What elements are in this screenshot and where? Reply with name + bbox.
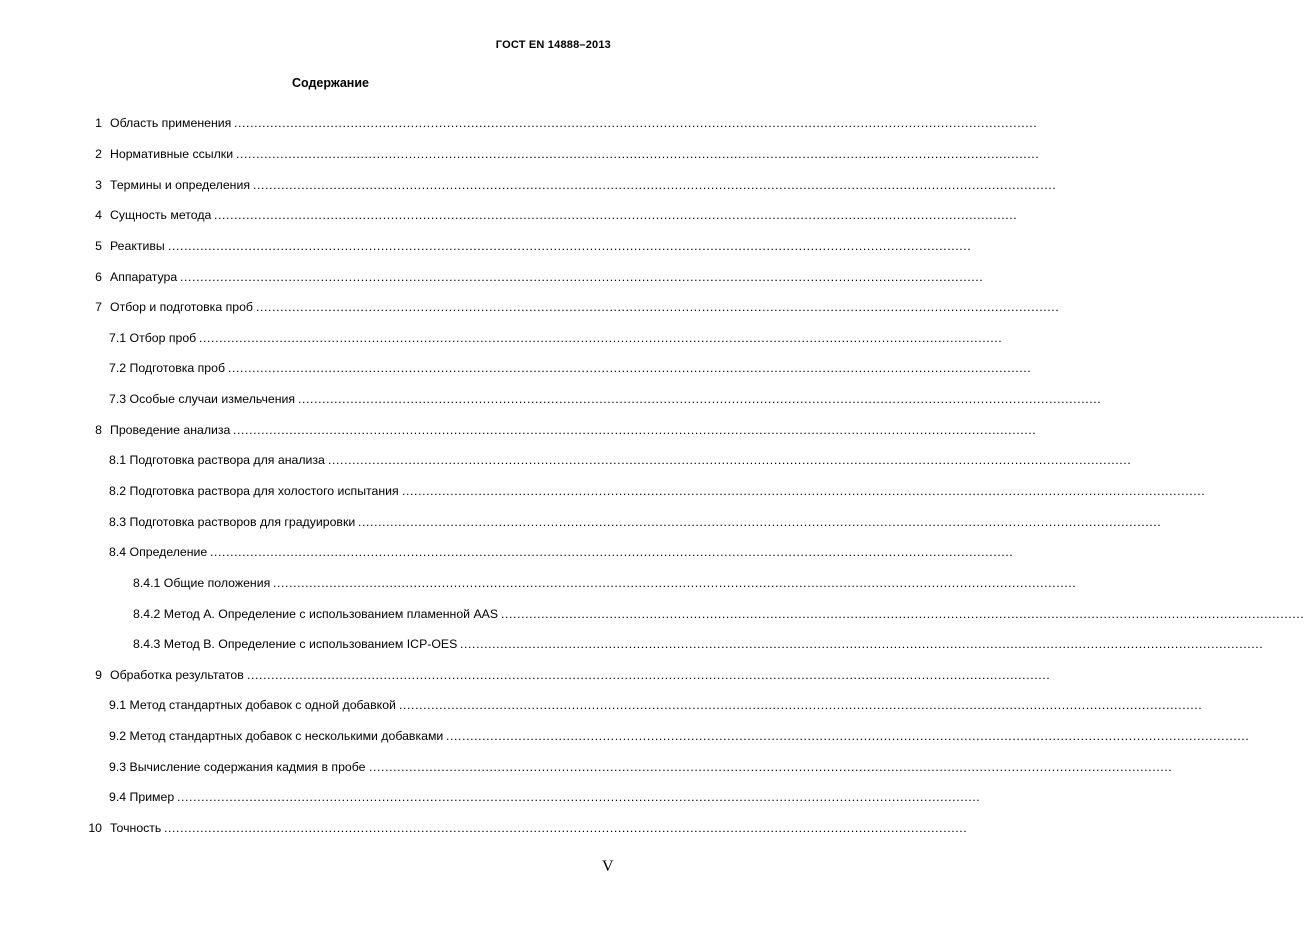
toc-entry[interactable] bbox=[0, 353, 1032, 384]
toc-entry-label: 7.1 Отбор проб bbox=[109, 330, 197, 345]
toc-entry[interactable] bbox=[0, 414, 1037, 445]
toc-leader-dots: ........................................................................................................................................................................................................ bbox=[247, 667, 1051, 682]
toc-entry[interactable] bbox=[0, 721, 1250, 752]
toc-leader-dots: ........................................................................................................................................................................................................ bbox=[369, 759, 1173, 774]
toc-entry-number: 6 bbox=[95, 269, 102, 284]
toc-entry-label: 9.4 Пример bbox=[109, 790, 175, 805]
toc-entry-label: 8.4 Определение bbox=[109, 545, 208, 560]
toc-entry[interactable] bbox=[0, 598, 1304, 629]
toc-entry[interactable] bbox=[0, 384, 1102, 415]
toc-leader-dots: ........................................................................................................................................................................................................ bbox=[501, 606, 1304, 621]
toc-leader-dots: ........................................................................................................................................................................................................ bbox=[228, 361, 1032, 376]
toc-entry[interactable] bbox=[0, 261, 984, 292]
document-code: ГОСТ EN 14888–2013 bbox=[495, 39, 611, 51]
toc-entry-label: 7.3 Особые случаи измельчения bbox=[109, 392, 296, 407]
toc-leader-dots: ........................................................................................................................................................................................................ bbox=[168, 238, 972, 253]
toc-entry[interactable] bbox=[0, 537, 1014, 568]
toc-entry-number: 4 bbox=[95, 208, 102, 223]
toc-entry-label: 8.3 Подготовка растворов для градуировки bbox=[109, 514, 356, 529]
toc-entry[interactable] bbox=[0, 660, 1051, 691]
toc-leader-dots: ........................................................................................................................................................................................................ bbox=[273, 575, 1077, 590]
toc-entry-label: 9.3 Вычисление содержания кадмия в пробе bbox=[109, 759, 366, 774]
toc-leader-dots: ........................................................................................................................................................................................................ bbox=[234, 116, 1038, 131]
toc-leader-dots: ........................................................................................................................................................................................................ bbox=[358, 514, 1162, 529]
toc-entry[interactable] bbox=[0, 690, 1203, 721]
toc-entry-label: 9.2 Метод стандартных добавок с несколькими добавками bbox=[109, 729, 444, 744]
toc-entry-label: 8.1 Подготовка раствора для анализа bbox=[109, 453, 325, 468]
toc-entry[interactable] bbox=[0, 231, 972, 262]
toc-leader-dots: ........................................................................................................................................................................................................ bbox=[256, 300, 1060, 315]
toc-leader-dots: ........................................................................................................................................................................................................ bbox=[214, 208, 1018, 223]
page-number: V bbox=[602, 858, 614, 875]
toc-entry-label: 8.4.3 Метод В. Определение с использованием ICP-OES bbox=[133, 637, 458, 652]
toc-leader-dots: ........................................................................................................................................................................................................ bbox=[399, 698, 1203, 713]
toc-leader-dots: ........................................................................................................................................................................................................ bbox=[199, 330, 1003, 345]
toc-leader-dots: ........................................................................................................................................................................................................ bbox=[180, 269, 984, 284]
toc-entry-number: 9 bbox=[95, 667, 102, 682]
toc-entry[interactable] bbox=[0, 782, 981, 813]
toc-leader-dots: ........................................................................................................................................................................................................ bbox=[177, 790, 981, 805]
toc-leader-dots: ........................................................................................................................................................................................................ bbox=[233, 422, 1037, 437]
toc-leader-dots: ........................................................................................................................................................................................................ bbox=[402, 484, 1206, 498]
toc-entry-label: Проведение анализа bbox=[110, 422, 231, 437]
toc-entry-number: 3 bbox=[95, 177, 102, 192]
table-of-contents bbox=[0, 108, 1304, 843]
toc-leader-dots: ........................................................................................................................................................................................................ bbox=[460, 637, 1264, 652]
toc-entry-label: Термины и определения bbox=[110, 177, 250, 192]
toc-entry[interactable] bbox=[0, 292, 1060, 323]
toc-entry-label: 8.4.2 Метод А. Определение с использованием пламенной AAS bbox=[133, 606, 499, 621]
toc-entry-label: 8.4.1 Общие положения bbox=[133, 575, 271, 590]
toc-entry-label: Аппаратура bbox=[110, 269, 178, 284]
toc-entry-label: Отбор и подготовка проб bbox=[110, 300, 253, 315]
toc-entry-number: 7 bbox=[95, 300, 102, 315]
toc-leader-dots: ........................................................................................................................................................................................................ bbox=[253, 177, 1057, 192]
toc-entry-number: 5 bbox=[95, 238, 102, 253]
toc-entry[interactable] bbox=[0, 568, 1077, 599]
toc-entry[interactable] bbox=[0, 108, 1038, 139]
toc-entry-label: Обработка результатов bbox=[110, 667, 244, 682]
toc-entry-label: Реактивы bbox=[110, 238, 165, 253]
toc-entry-number: 1 bbox=[95, 116, 102, 131]
toc-entry[interactable] bbox=[0, 445, 1132, 476]
toc-entry-label: Область применения bbox=[110, 116, 232, 131]
toc-leader-dots: ........................................................................................................................................................................................................ bbox=[210, 545, 1014, 560]
toc-entry[interactable] bbox=[0, 629, 1264, 660]
toc-entry-number: 10 bbox=[88, 821, 102, 836]
toc-leader-dots: ........................................................................................................................................................................................................ bbox=[164, 821, 968, 836]
page-title: Содержание bbox=[291, 76, 369, 90]
toc-entry-number: 2 bbox=[95, 146, 102, 161]
toc-entry-label: 9.1 Метод стандартных добавок с одной добавкой bbox=[109, 698, 396, 713]
toc-entry-label: Нормативные ссылки bbox=[110, 146, 234, 161]
toc-entry[interactable] bbox=[0, 322, 1003, 353]
toc-entry-number: 8 bbox=[95, 422, 102, 437]
toc-entry[interactable] bbox=[0, 813, 968, 844]
toc-entry[interactable] bbox=[0, 200, 1018, 231]
toc-entry[interactable] bbox=[0, 506, 1162, 537]
toc-entry-label: Точность bbox=[110, 821, 162, 836]
toc-entry[interactable] bbox=[0, 169, 1057, 200]
toc-leader-dots: ........................................................................................................................................................................................................ bbox=[328, 453, 1132, 468]
toc-entry[interactable] bbox=[0, 751, 1173, 782]
toc-entry[interactable] bbox=[0, 139, 1040, 170]
toc-entry-label: 8.2 Подготовка раствора для холостого испытания bbox=[109, 484, 399, 498]
toc-entry[interactable] bbox=[0, 476, 1206, 507]
toc-entry-label: Сущность метода bbox=[110, 208, 212, 223]
toc-leader-dots: ........................................................................................................................................................................................................ bbox=[298, 392, 1102, 407]
toc-leader-dots: ........................................................................................................................................................................................................ bbox=[236, 146, 1040, 161]
toc-entry-label: 7.2 Подготовка проб bbox=[109, 361, 226, 376]
toc-leader-dots: ........................................................................................................................................................................................................ bbox=[446, 729, 1250, 744]
